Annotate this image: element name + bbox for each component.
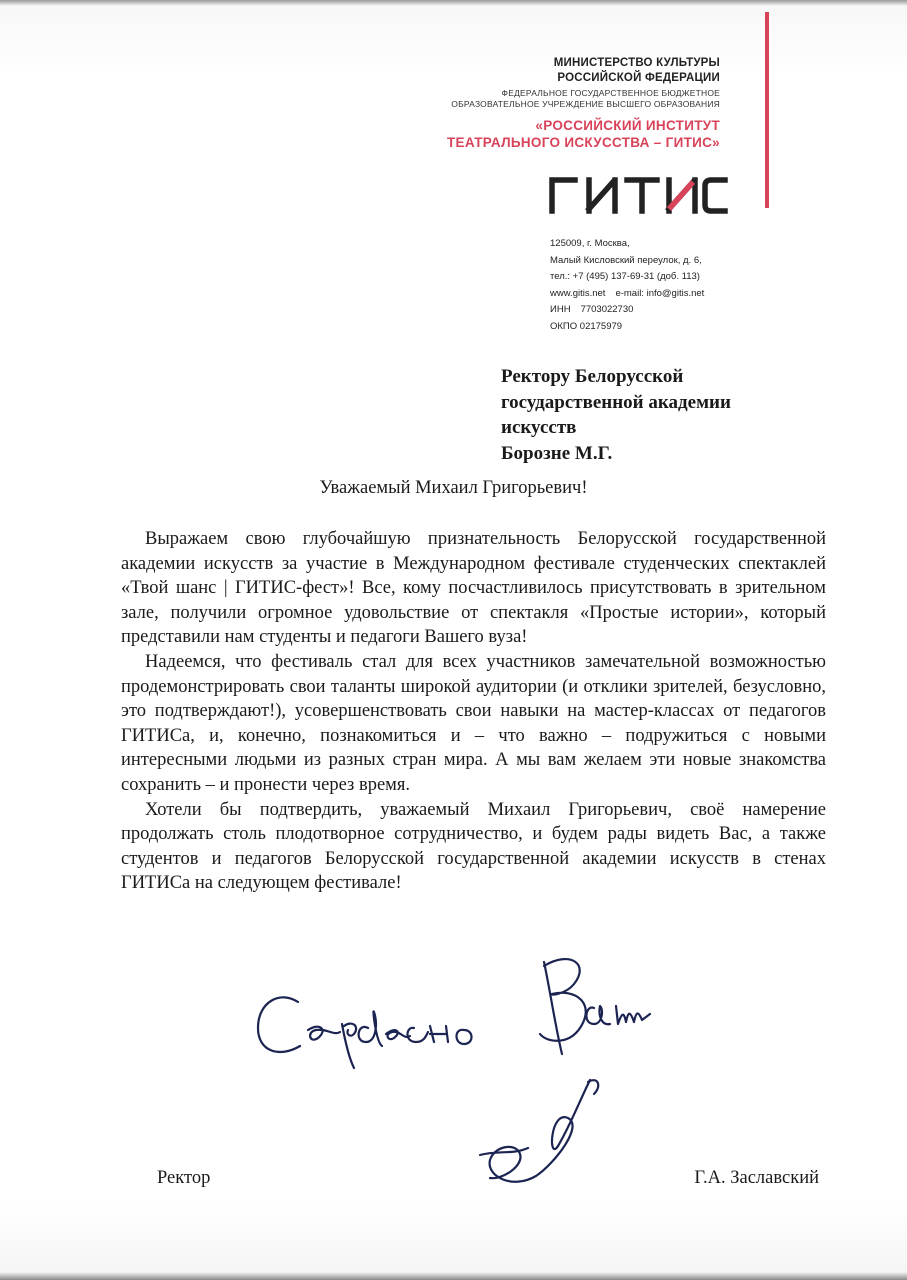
institute-name: «РОССИЙСКИЙ ИНСТИТУТ ТЕАТРАЛЬНОГО ИСКУССТВА – ГИТИС» <box>447 118 720 150</box>
paragraph-1: Выражаем свою глубочайшую признательность Белорусской государственной академии искусств за участие в Международном фестивале студенческих спектаклей «Твой шанс | ГИТИС-фест»! Все, кому посчастливилось присутствовать в зрительном зале, получили огромное удовольствие от спектакля «Простые истории», который представили нам студенты и педагоги Вашего вуза! <box>121 529 826 648</box>
handwritten-signature <box>250 950 690 1190</box>
email-label: e-mail: <box>615 287 644 299</box>
signature-drawing <box>250 950 690 1190</box>
address-line-1: 125009, г. Москва, <box>550 238 630 249</box>
phone: тел.: +7 (495) 137-69-31 (доб. 113) <box>550 271 700 282</box>
signer-name: Г.А. Заславский <box>694 1168 819 1188</box>
inn-line <box>550 302 810 319</box>
web-email-line <box>550 286 810 303</box>
addressee-block <box>501 364 821 466</box>
paragraph-3: Хотели бы подтвердить, уважаемый Михаил Григорьевич, своё намерение продолжать столь плодотворное сотрудничество, и будем рады видеть Вас, а также студентов и педагогов Белорусской государственной академии искусств в стенах ГИТИСа на следующем фестивале! <box>121 799 826 894</box>
inn-label: ИНН <box>550 304 571 315</box>
address-line-2: Малый Кисловский переулок, д. 6, <box>550 254 702 266</box>
paragraph-2: Надеемся, что фестиваль стал для всех участников замечательной возможностью продемонстрировать свои таланты широкой аудитории (и отклики зрителей, безусловно, это подтверждают!), усовершенствовать свои навыки на мастер-классах от педагогов ГИТИСа, и, конечно, познакомиться и – что важно – подружиться с новыми интересными людьми из разных стран мира. А мы вам желаем эти новые знакомства сохранить – и пронести через время. <box>121 651 826 795</box>
addressee-line-3: искусств <box>501 417 577 438</box>
addressee-line-1: Ректору Белорусской <box>501 366 684 387</box>
gitis-logo-mark <box>549 176 729 214</box>
scan-top-edge <box>0 0 907 6</box>
letterhead-accent-rule <box>765 12 769 208</box>
signer-title: Ректор <box>157 1168 211 1188</box>
okpo-label: ОКПО <box>550 320 578 332</box>
greeting: Уважаемый Михаил Григорьевич! <box>319 478 588 498</box>
website-link[interactable]: www.gitis.net <box>550 287 606 299</box>
inn-value: 7703022730 <box>580 304 634 315</box>
letter-body <box>121 527 826 896</box>
scan-bottom-edge <box>0 1272 907 1280</box>
institution-type: ФЕДЕРАЛЬНОЕ ГОСУДАРСТВЕННОЕ БЮДЖЕТНОЕ ОБРАЗОВАТЕЛЬНОЕ УЧРЕЖДЕНИЕ ВЫСШЕГО ОБРАЗОВАНИЯ <box>451 88 720 109</box>
okpo-value: 02175979 <box>579 320 623 332</box>
address-block <box>550 236 810 335</box>
addressee-line-2: государственной академии <box>501 391 731 413</box>
gitis-logo <box>549 176 729 219</box>
okpo-line <box>550 319 810 336</box>
ministry-name: МИНИСТЕРСТВО КУЛЬТУРЫ РОССИЙСКОЙ ФЕДЕРАЦИИ <box>553 57 720 84</box>
email-link[interactable]: info@gitis.net <box>646 287 705 299</box>
addressee-line-4: Борозне М.Г. <box>501 442 613 464</box>
